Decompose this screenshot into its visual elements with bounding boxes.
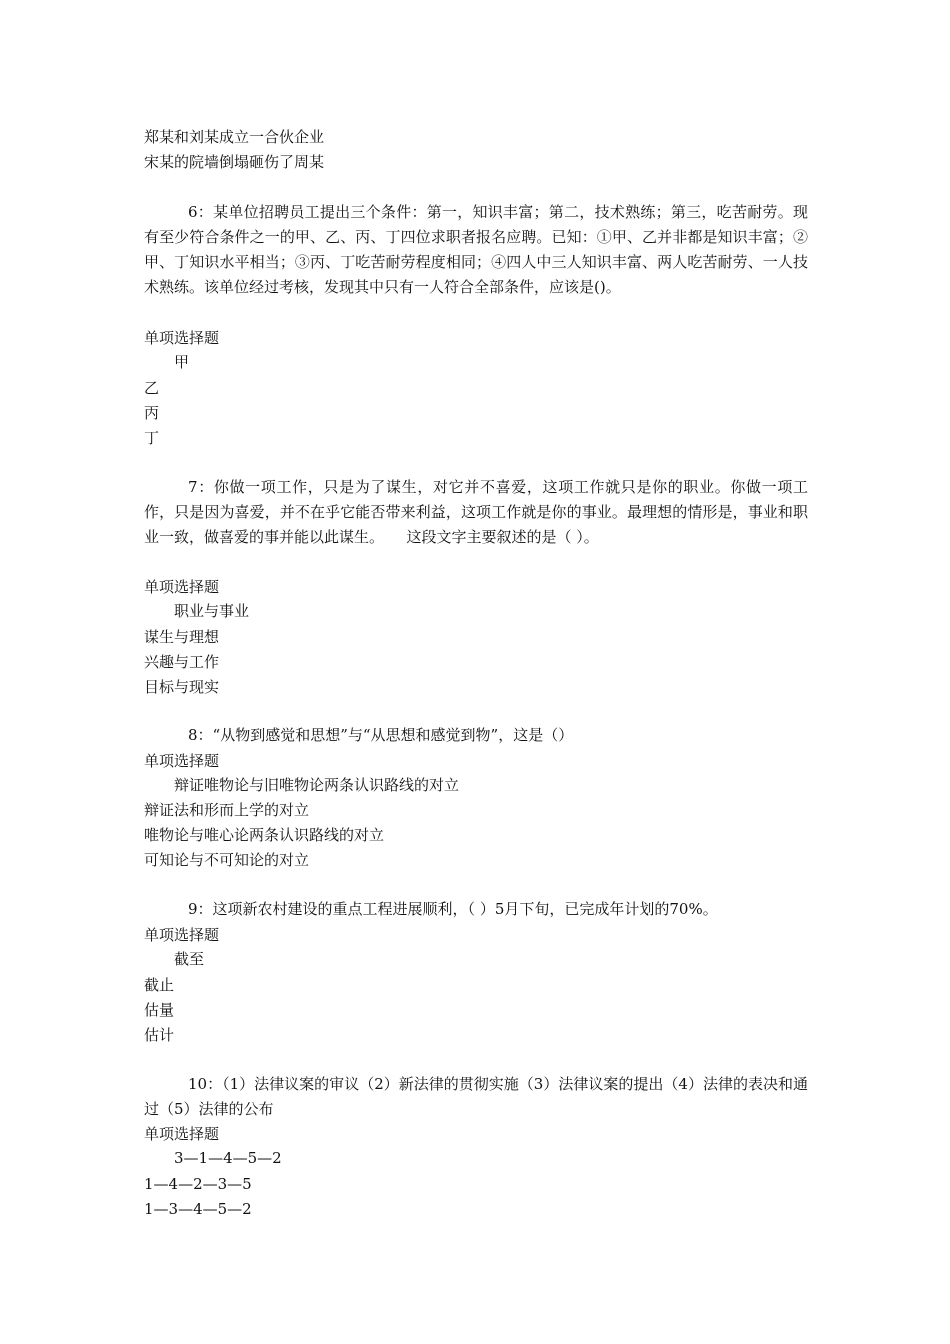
question-10-option-c: 1—3—4—5—2 — [144, 1200, 252, 1218]
question-7-text — [144, 475, 808, 550]
question-6-type: 单项选择题 — [144, 329, 220, 347]
question-9-option-b: 截止 — [144, 976, 175, 994]
question-8-option-c: 唯物论与唯心论两条认识路线的对立 — [144, 826, 385, 844]
question-6-text — [144, 200, 808, 300]
question-7-option-a: 职业与事业 — [174, 602, 250, 620]
question-8-option-b: 辩证法和形而上学的对立 — [144, 801, 310, 819]
question-10-stem: 10：（1）法律议案的审议（2）新法律的贯彻实施（3）法律议案的提出（4）法律的表决和通过（5）法律的公布 — [144, 1075, 808, 1118]
question-7-option-c: 兴趣与工作 — [144, 653, 220, 671]
question-9-option-a: 截至 — [174, 950, 205, 968]
question-7-option-d: 目标与现实 — [144, 678, 220, 696]
question-6-option-c: 丙 — [144, 404, 160, 422]
question-8-stem: 8：“从物到感觉和思想”与“从思想和感觉到物”，这是（） — [188, 726, 574, 744]
question-6-option-a: 甲 — [174, 353, 190, 371]
question-7-option-b: 谋生与理想 — [144, 628, 220, 646]
question-9-option-d: 估计 — [144, 1026, 175, 1044]
question-6-stem: 6：某单位招聘员工提出三个条件：第一，知识丰富；第二，技术熟练；第三，吃苦耐劳。现有至少符合条件之一的甲、乙、丙、丁四位求职者报名应聘。已知：①甲、乙并非都是知识丰富；②甲、丁知识水平相当；③丙、丁吃苦耐劳程度相同；④四人中三人知识丰富、两人吃苦耐劳、一人技术熟练。该单位经过考核，发现其中只有一人符合全部条件，应该是()。 — [144, 203, 808, 296]
question-8-option-a: 辩证唯物论与旧唯物论两条认识路线的对立 — [174, 776, 460, 794]
question-10-type: 单项选择题 — [144, 1125, 220, 1143]
question-10-text — [144, 1072, 808, 1122]
question-9-option-c: 估量 — [144, 1001, 175, 1019]
question-10-option-b: 1—4—2—3—5 — [144, 1175, 252, 1193]
prev-option-4: 宋某的院墙倒塌砸伤了周某 — [144, 153, 325, 171]
question-9-type: 单项选择题 — [144, 926, 220, 944]
question-7-type: 单项选择题 — [144, 578, 220, 596]
question-10-option-a: 3—1—4—5—2 — [174, 1149, 282, 1167]
question-6-option-d: 丁 — [144, 429, 160, 447]
prev-option-3: 郑某和刘某成立一合伙企业 — [144, 128, 325, 146]
question-8-type: 单项选择题 — [144, 752, 220, 770]
question-6-option-b: 乙 — [144, 379, 160, 397]
question-8-option-d: 可知论与不可知论的对立 — [144, 851, 310, 869]
question-7-stem: 7：你做一项工作，只是为了谋生，对它并不喜爱，这项工作就只是你的职业。你做一项工作，只是因为喜爱，并不在乎它能否带来利益，这项工作就是你的事业。最理想的情形是，事业和职业一致，做喜爱的事并能以此谋生。 这段文字主要叙述的是（ ）。 — [144, 478, 808, 546]
question-9-stem: 9：这项新农村建设的重点工程进展顺利，（ ）5月下旬，已完成年计划的70%。 — [188, 900, 718, 918]
